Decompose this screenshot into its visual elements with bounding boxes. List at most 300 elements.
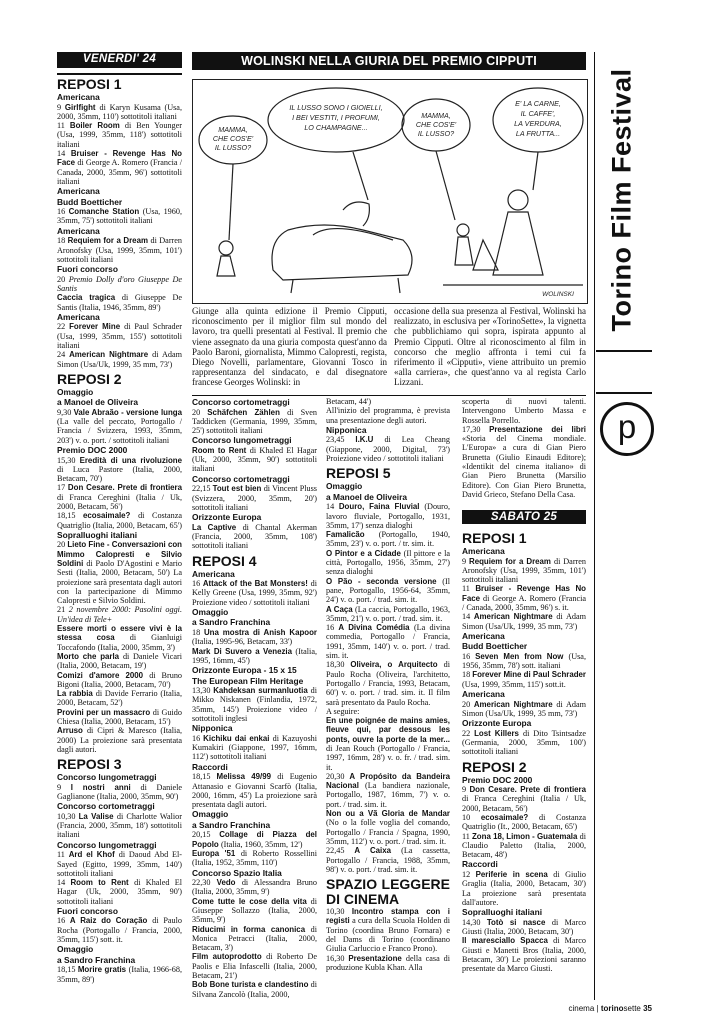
section-subheading: Orizzonte Europa (192, 512, 262, 523)
film-title: Seven Men from Now (475, 651, 569, 661)
section-subheading: Orizzonte Europa - 15 x 15 (192, 665, 297, 676)
balloon-2-line1: IL LUSSO SONO I GIOIELLI, (289, 103, 383, 112)
film-details: (Italia, 1995-96, Betacam, 33') (192, 637, 293, 647)
film-title: Comanche Station (68, 207, 143, 217)
section-subheading: Americana (57, 225, 100, 236)
balloon-2-line3: LO CHAMPAGNE... (304, 123, 368, 132)
screening-entry (57, 275, 182, 294)
film-title: Bob Bone turista e clandestino (192, 980, 311, 990)
day-banner-friday: VENERDI' 24 (57, 52, 182, 68)
screening-entry (192, 734, 317, 762)
section-subheading: Omaggio (192, 809, 229, 820)
film-details: di Chantal Akerman (Francia, 2000, 35mm, 108') sottotitoli italiani (192, 522, 317, 551)
film-title: Caccia tragica (57, 293, 122, 303)
page-footer (500, 1004, 652, 1013)
film-title: Forever Mine di Paul Schrader (472, 670, 587, 680)
screening-time: 12 (462, 869, 476, 879)
film-title: Girlfight (64, 102, 100, 112)
film-title: Melissa 49/99 (216, 772, 278, 782)
film-details: (Usa, 1999, 35mm, 115') sott.it. (462, 679, 566, 689)
film-details: (No o la folle voglia del comando, Portogallo / Francia / Spagna, 1990, 35mm, 112') v. o. port. / trad. sim. it. (326, 818, 450, 846)
film-details: di Guido Chiesa (Italia, 2000, Betacam, 15') (57, 707, 182, 727)
section-subheading: Omaggio (57, 944, 94, 955)
film-title: Periferie in scena (475, 869, 554, 879)
film-title: En une poignée de mains amies, fleuve qui, par dessous les ponts, ouvre la porte de la mer... (326, 716, 450, 744)
section-subheading: Concorso cortometraggi (57, 801, 155, 812)
screening-time: 20 (57, 274, 69, 284)
screening-time: 18,15 (57, 511, 83, 521)
screening-entry (57, 783, 182, 802)
screening-entry (57, 812, 182, 840)
screening-entry (326, 623, 450, 660)
film-details: di Marco Giusti e Manetti Bros (Italia, 2000, Betacam, 30') Le proiezioni saranno presentate da Marco Giusti. (462, 936, 586, 974)
film-details: di Paolo D'Agostini e Mario Sesti (Italia, 2000, Betacam, 50') La proiezione sarà presentata dagli autori con la partecipazione di Mimmo Calopresti e Silvio Soldini. (57, 558, 182, 606)
film-details: (Usa, 1960, 35mm, 75') sottotitoli italiani (57, 207, 182, 226)
film-title: Kahdeksan surmanluotia (213, 686, 311, 696)
section-subheading: Fuori concorso (57, 905, 118, 916)
section-subheading: Americana (57, 92, 100, 102)
film-title: Morto che parla (57, 651, 123, 661)
screening-entry (57, 456, 182, 484)
screening-entry (192, 849, 317, 868)
screening-entry (57, 511, 182, 530)
film-details: di Karyn Kusama (Usa, 2000, 35mm, 110') sottotitoli italiani (57, 102, 182, 121)
screening-entry (57, 850, 182, 878)
section-subheading: Nipponica (326, 424, 367, 435)
screening-time: 10,30 (326, 907, 352, 917)
screening-entry (192, 925, 317, 953)
screening-time: 16 (192, 579, 203, 589)
program-note: Premio Dolly d'oro Giuseppe De Santis (57, 274, 183, 293)
film-title: Morire gratis (77, 965, 129, 975)
screening-entry (192, 484, 317, 512)
screening-time: 23,45 (326, 435, 356, 445)
film-title: Essere morti o essere vivi è la stessa cosa (57, 624, 182, 643)
screening-entry (462, 832, 586, 860)
screening-time: 22,30 (192, 878, 217, 888)
film-title: A Propósito da Bandeira Nacional (326, 771, 450, 791)
section-subheading: Sopralluoghi italiani (462, 907, 543, 918)
film-details: di Eugenio Attanasio e Giovanni Scarfò (Italia, 2000, 16mm, 45') La proiezione sarà presentata dagli autori. (192, 772, 317, 810)
balloon-2-line2: I BEI VESTITI, I PROFUMI, (292, 113, 380, 122)
schedule-column-2 (192, 397, 317, 999)
screening-entry (192, 628, 317, 647)
screening-entry (462, 584, 586, 612)
section-subheading: Concorso cortometraggi (192, 397, 290, 407)
film-details: (La bandiera nazionale, Portogallo, 1987, 16mm, 7') v. o. port. / trad. sim. it. (326, 781, 450, 809)
film-details: (La valle del peccato, Portogallo / Francia / Svizzera, 1993, 35mm, 203') v. o. port. / sottotitoli italiani (57, 417, 182, 445)
screening-entry (192, 897, 317, 925)
screening-entry (326, 772, 450, 809)
film-title: Lieto Fine - Conversazioni con Mimmo Calopresti e Silvio Soldini (57, 540, 183, 568)
film-title: Non ou a Vã Gloria de Mandar (326, 809, 450, 819)
screening-entry (462, 729, 586, 757)
schedule-column-4-top (462, 397, 586, 499)
screening-entry (462, 612, 586, 631)
screening-entry (192, 878, 317, 897)
balloon-1-line1: MAMMA, (218, 125, 248, 134)
film-details: (Il pane, Portogallo, 1956-64, 35mm, 24') v. o. port. / trad. sim. it. (326, 576, 450, 605)
screening-time: 14 (326, 502, 339, 512)
film-title: Il maresciallo Spacca (462, 936, 554, 946)
screening-entry (57, 236, 182, 264)
balloon-3-line3: IL LUSSO? (417, 129, 455, 138)
footer-separator: | (596, 1004, 599, 1013)
film-details: di Luca Pastore (Italia, 2000, Betacam, 70') (57, 464, 182, 484)
vertical-rule (594, 52, 595, 1000)
screening-entry (462, 397, 586, 425)
screening-time: 13,30 (192, 686, 214, 696)
film-details: di Paulo Rocha (Portogallo / Francia, 2000, 35mm, 115') sott. it. (57, 916, 182, 945)
screening-entry (326, 530, 450, 549)
screening-time: 20 (192, 407, 208, 417)
screening-time: 22 (57, 322, 70, 332)
film-title: Presentazione dei libri (489, 424, 586, 434)
screening-entry (57, 540, 182, 605)
screening-entry (326, 397, 450, 406)
screening-entry (326, 502, 450, 530)
film-details: di Franca Cereghini (Italia / Uk, 2000, Betacam, 56') (462, 794, 586, 813)
screening-entry (326, 846, 450, 874)
film-details: All'inizio del programma, è prevista una presentazione degli autori. (326, 406, 450, 425)
balloon-4-line2: IL CAFFE', (520, 109, 556, 118)
screening-entry (57, 408, 182, 445)
divider (596, 350, 652, 352)
film-title: Don Cesare. Prete di frontiera (67, 483, 183, 493)
venue-heading: REPOSI 2 (57, 370, 122, 387)
screening-entry (57, 708, 182, 727)
screening-entry (192, 446, 317, 474)
film-title: Douro, Faina Fluvial (338, 502, 425, 512)
section-subheading: Concorso lungometraggi (57, 839, 157, 850)
section-subheading: Nipponica (192, 723, 233, 734)
section-subheading: Premio DOC 2000 (462, 774, 533, 785)
schedule-column-3 (326, 397, 450, 972)
film-title: American Nightmare (69, 350, 153, 360)
film-details: (La caccia, Portogallo, 1963, 35mm, 21') v. o. port. / trad. sim. it. (326, 604, 451, 623)
film-details: di Costanza Quatriglio (Italia, 2000, Betacam, 65') (57, 511, 182, 530)
film-details: di Bruno Bigoni (Italia, 2000, Betacam, 70') (57, 670, 183, 689)
screening-entry (192, 952, 317, 980)
screening-entry (326, 605, 450, 624)
film-title: American Nightmare (473, 612, 557, 622)
screening-time: 20 (57, 540, 68, 550)
screening-time: 11 (462, 584, 476, 594)
venue-heading: REPOSI 5 (326, 465, 391, 482)
screening-time: 18,15 (192, 772, 217, 782)
screening-entry (57, 965, 182, 984)
film-details: di Alessandra Bruno (Italia, 2000, 35mm, 9') (192, 878, 317, 897)
film-details: di Giuseppe De Santis (Italia, 1946, 35mm, 89') (57, 293, 182, 312)
film-title: Riducimi in forma canonica (192, 924, 311, 934)
film-title: ecosaimale? (480, 812, 539, 822)
film-details: (Il pittore e la città, Portogallo, 1956, 35mm, 27') senza dialoghi (326, 548, 450, 577)
balloon-4-line1: E' LA CARNE, (515, 99, 561, 108)
venue-heading: REPOSI 3 (57, 756, 122, 773)
screening-time: 18 (192, 627, 204, 637)
film-title: La Valise (78, 811, 117, 821)
section-subheading: Raccordi (192, 761, 228, 772)
screening-time: 9 (462, 556, 469, 566)
screening-entry (462, 918, 586, 937)
section-subheading: Americana (57, 186, 100, 197)
section-subheading: Raccordi (462, 859, 498, 870)
film-details: «Storia del Cinema mondiale. L'Europa» a cura di Gian Piero Brunetta (Giulio Einaudi Editore); «Identikit del cinema italiano» di Gian Piero Brunetta (Marsilio Editore). Con Gian Piero Brunetta, David Grieco, Stefano Della Casa. (462, 434, 586, 499)
film-title: Boiler Room (69, 121, 125, 131)
screening-time: 9 (462, 785, 470, 795)
film-title: Tout est bien (212, 484, 264, 494)
film-title: I.K.U (355, 435, 385, 445)
section-subheading: a Sandro Franchina (192, 617, 271, 628)
film-details: di Khaled El Hagar (Uk, 2000, 35mm, 90') sottotitoli italiani (192, 445, 317, 474)
film-details: (Usa, 1956, 35mm, 78') sott. italiani (462, 651, 586, 671)
screening-time: 9,30 (57, 407, 74, 417)
screening-time: 16 (462, 651, 476, 661)
section-subheading: The European Film Heritage (192, 675, 304, 686)
section-title-text: Torino Film Festival (606, 68, 637, 332)
film-details: di Adam Simon (Usa/Uk, 1999, 35 mm, 73') (57, 350, 182, 369)
film-details: di Ben Younger (Usa, 1999, 35mm, 118') sottotitoli italiani (57, 121, 182, 149)
section-subheading: Omaggio (192, 606, 229, 617)
article-intro-right: occasione della sua presenza al Festival, Wolinski ha realizzato, in esclusiva per «TorinoSette», la vignetta che pubblichiamo qui sopra, ispirata appunto al Premio Cipputi. Oltre al riconoscimento al film in concorso che meglio affronta i temi cui fa riferimento il «Cipputi», viene attribuito un premio «alla carriera», che quest'anno va al regista Carlo Lizzani. (394, 306, 586, 388)
screening-entry (192, 980, 317, 999)
film-details: di Adam Simon (Usa/Uk, 1999, 35 mm, 73') (462, 612, 586, 631)
footer-magazine-bold: torino (600, 1004, 624, 1013)
screening-entry (462, 652, 586, 671)
film-title: A Raiz do Coração (69, 916, 153, 926)
film-details: di George A. Romero (Francia / Canada, 2000, 35mm, 96') s. it. (462, 593, 586, 612)
screening-entry (192, 772, 317, 809)
screening-entry (57, 671, 182, 690)
film-title: Film autoprodotto (192, 952, 267, 962)
film-details: di Silvana Zancolò (Italia, 2000, (192, 980, 317, 999)
screening-time: 22,15 (192, 484, 213, 494)
film-details: di Vincent Pluss (Svizzera, 2000, 35mm, 20') sottotitoli italiani (192, 484, 317, 512)
section-subheading: Sopralluoghi italiani (57, 529, 138, 540)
screening-entry (57, 878, 182, 906)
day-banner-saturday: SABATO 25 (462, 510, 586, 524)
film-title: Vedo (216, 878, 242, 888)
film-details: Betacam, 44') (326, 397, 372, 406)
section-logo-icon: p (600, 402, 654, 456)
article-headline: WOLINSKI NELLA GIURIA DEL PREMIO CIPPUTI (192, 52, 586, 70)
section-subheading: Americana (462, 630, 505, 641)
screening-entry (462, 813, 586, 832)
section-subheading: Concorso cortometraggi (192, 473, 290, 484)
section-subheading: Concorso Spazio Italia (192, 867, 282, 878)
film-title: Don Cesare. Prete di frontiera (469, 785, 586, 795)
section-subheading: a Sandro Franchina (192, 819, 271, 830)
screening-entry (192, 830, 317, 849)
film-title: ecosaimale? (82, 511, 139, 521)
film-details: scoperta di nuovi talenti. Intervengono Umberto Massa e Rossella Porrello. (462, 397, 586, 425)
screening-entry (57, 293, 182, 312)
screening-time: 22 (462, 728, 475, 738)
film-title: Comizi d'amore 2000 (57, 670, 150, 680)
film-details: a cura della Scuola Holden di Torino (coordina Bruno Fornara) e del Dams di Torino (coordinano Giulia Carluccio e Franco Prono). (326, 916, 450, 954)
film-title: Requiem for a Dream (469, 556, 554, 566)
page-number: 35 (643, 1004, 652, 1013)
screening-entry (57, 624, 182, 652)
venue-heading: REPOSI 1 (462, 530, 527, 546)
film-title: Una mostra di Anish Kapoor (203, 627, 317, 637)
screening-entry (57, 605, 182, 624)
film-details: di Monica Petracci (Italia, 2000, Betacam, 3') (192, 924, 317, 953)
cartoon-drawing (193, 80, 587, 303)
film-title: Kichiku dai enkai (203, 733, 273, 743)
film-title: Schäfchen Zählen (207, 407, 288, 417)
section-title-vertical (599, 55, 645, 345)
screening-entry (462, 700, 586, 719)
screening-time: 10,30 (57, 811, 79, 821)
section-subheading: Budd Boetticher (57, 196, 123, 207)
screening-time: 9 (57, 102, 65, 112)
screening-entry (462, 425, 586, 499)
film-details: di Mikko Niskanen (Finlandia, 1972, 35mm, 145') Proiezione video / sottotitoli inglesi (192, 686, 318, 724)
film-details: di Cipri & Maresco (Italia, 2000) La proiezione sarà presentata dagli autori. (57, 726, 183, 754)
article-intro-left: Giunge alla quinta edizione il Premio Cipputi, riconoscimento per il miglior film sul mondo del lavoro, tra quelli presentati al Festival. Il premio che viene assegnato da una giuria composta quest'anno da Paolo Baroni, giornalista, Mimmo Calopresti, regista, Diego Novelli, parlamentare, Giovanni Tosco in rappresentanza del sindacato, e dal disegnatore francese Georges Wolinski: in (192, 306, 387, 388)
section-subheading: Americana (462, 689, 505, 700)
screening-time: 22,45 (326, 846, 355, 856)
film-details: di Khaled El Hagar (Uk, 2000, 35mm, 90') sottotitoli italiani (57, 878, 182, 906)
film-title: Presentazione (348, 953, 406, 963)
screening-time: 20,30 (326, 771, 350, 781)
section-subheading: Americana (462, 546, 505, 556)
section-subheading: Premio DOC 2000 (57, 445, 128, 456)
schedule-column-4 (462, 528, 586, 973)
cartoon-signature: WOLINSKI (542, 291, 574, 298)
film-details: (Italia, 1966-68, 35mm, 89') (57, 965, 182, 984)
screening-time: 18 (462, 670, 473, 680)
film-title: I nostri anni (70, 782, 141, 792)
balloon-4-line3: LA VERDURA, (514, 119, 562, 128)
schedule-column-1 (57, 74, 182, 984)
film-title: Room to Rent (70, 878, 135, 888)
film-details: (Douro, lavoro fluviale, Portogallo, 1931, 35mm, 17') senza dialoghi (326, 502, 451, 530)
screening-time: 14 (57, 148, 71, 158)
film-title: Provini per un massacro (57, 707, 153, 717)
screening-entry (57, 322, 182, 350)
wolinski-cartoon (192, 79, 588, 304)
film-title: A Divina Comédia (338, 623, 414, 633)
film-details: (Portogallo, 1940, 35mm, 23') v. o. port. / tr. sim. it. (326, 530, 450, 549)
film-title: Come tutte le cose della vita (192, 896, 311, 906)
screening-time: 20,15 (192, 830, 220, 840)
screening-entry (462, 557, 586, 585)
screening-time: 14,30 (462, 917, 487, 927)
film-details: di Sven Taddicken (Germania, 1999, 35mm, 25') sottotitoli italiani (192, 407, 317, 436)
film-details: di Giuseppe Sollazzo (Italia, 2000, 35mm, 9') (192, 896, 317, 925)
screening-entry (326, 549, 450, 577)
venue-heading: REPOSI 4 (192, 552, 257, 569)
screening-time: 16 (326, 623, 339, 633)
film-title: Oliveira, o Arquitecto (350, 660, 444, 670)
venue-heading: REPOSI 2 (462, 758, 527, 775)
film-details: di Kazuyoshi Kumakiri (Giappone, 1997, 16mm, 112') sottotitoli italiani (192, 733, 318, 762)
film-details: di Charlotte Walior (Francia, 2000, 35mm, 18') sottotitoli italiani (57, 811, 182, 840)
film-details: di Daoud Abd El-Sayed (Egitto, 1999, 35mm, 140') sottotitoli italiani (57, 850, 182, 878)
screening-time: 10 (462, 812, 481, 822)
film-title: Incontro stampa con i registi (326, 907, 450, 926)
film-title: Forever Mine (69, 322, 125, 332)
film-details: di Paul Schrader (Usa, 1999, 35mm, 155') sottotitoli italiani (57, 322, 183, 350)
screening-time: 17 (57, 483, 68, 493)
film-details: di Giulio Graglia (Italia, 2000, Betacam, 30') La proiezione sarà presentata dall'autore. (462, 869, 586, 907)
section-subheading: Fuori concorso (57, 264, 118, 275)
screening-entry (192, 523, 317, 551)
film-details: di George A. Romero (Francia / Canada, 2000, 35mm, 96') sottotitoli italiani (57, 158, 182, 186)
film-title: Room to Rent (192, 445, 250, 455)
balloon-1-line2: CHE COS'E' (212, 134, 254, 143)
venue-heading: REPOSI 1 (57, 76, 122, 92)
film-details: di Dito Tsintsadze (Germania, 2000, 35mm, 100') sottotitoli italiani (462, 728, 587, 757)
section-subheading: Americana (57, 311, 100, 322)
screening-entry (57, 483, 182, 511)
film-details: (Italia, 1960, 35mm, 12') (220, 839, 303, 849)
film-details: (La divina commedia, Portogallo / Francia, 1991, 35mm, 140') v. o. port. / trad. sim. it. (326, 623, 451, 661)
screening-time: 16 (192, 733, 204, 743)
section-subheading: Concorso lungometraggi (192, 435, 292, 446)
film-details: di Costanza Quatriglio (It., 2000, Betacam, 65') (462, 812, 586, 832)
film-title: Vale Abraão - versione lunga (73, 407, 183, 417)
film-details: di Kelly Greene (Usa, 1999, 35mm, 92') Proiezione video / sottotitoli italiani (192, 579, 317, 607)
divider (192, 395, 586, 396)
section-subheading: Orizzonte Europa (462, 718, 532, 729)
film-details: di Davide Ferrario (Italia, 2000, Betacam, 52') (57, 689, 182, 708)
balloon-3-line1: MAMMA, (421, 111, 451, 120)
screening-time: 18,15 (57, 965, 78, 975)
screening-entry (57, 652, 182, 671)
film-details: di Franca Cereghini (Italia / Uk, 2000, Betacam, 56') (57, 492, 182, 511)
film-details: di Roberto Rossellini (Italia, 1952, 35mm, 110') (192, 849, 317, 868)
film-title: Europa '51 (192, 849, 241, 858)
film-details: di Jean Rouch (Portogallo / Francia, 1997, 16mm, 28') v. o. fr. / trad. sim. it. (326, 744, 450, 772)
screening-entry (192, 579, 317, 607)
screening-entry (326, 716, 450, 772)
screening-entry (326, 435, 450, 463)
screening-entry (57, 726, 182, 754)
film-title: Bruiser - Revenge Has No Face (57, 148, 182, 168)
film-title: Collage di Piazza del Popolo (192, 830, 317, 849)
screening-time: 14 (462, 612, 474, 622)
screening-time: 24 (57, 350, 70, 360)
film-details: della casa di produzione Kubla Khan. Alla (326, 953, 451, 972)
film-title: O Pão - seconda versione (326, 576, 443, 586)
screening-entry (462, 936, 586, 973)
film-title: Lost Killers (474, 728, 523, 738)
screening-time: 14 (57, 878, 71, 888)
section-subheading: Budd Boetticher (462, 641, 528, 652)
section-subheading: Concorso lungometraggi (57, 772, 157, 783)
screening-entry (326, 406, 450, 425)
balloon-4-line4: LA FRUTTA... (515, 129, 561, 138)
film-details: di Daniele Vicari (Italia, 2000, Betacam, 19') (57, 651, 182, 671)
screening-entry (462, 870, 586, 907)
film-title: O Pintor e a Cidade (326, 548, 404, 558)
screening-entry (192, 686, 317, 723)
divider (596, 392, 652, 394)
balloon-1-line3: IL LUSSO? (214, 143, 252, 152)
screening-entry (326, 660, 450, 706)
screening-entry (326, 577, 450, 605)
footer-section: cinema (568, 1004, 595, 1013)
screening-entry (462, 785, 586, 813)
film-details: (La cassetta, Portogallo / Francia, 1988, 35mm, 98') v. o. port. / trad. sim. it. (326, 846, 450, 874)
screening-time: 17,30 (462, 424, 490, 434)
film-title: Bruiser - Revenge Has No Face (462, 584, 586, 603)
film-title: Totò si nasce (486, 917, 552, 927)
screening-time: 20 (462, 699, 474, 709)
